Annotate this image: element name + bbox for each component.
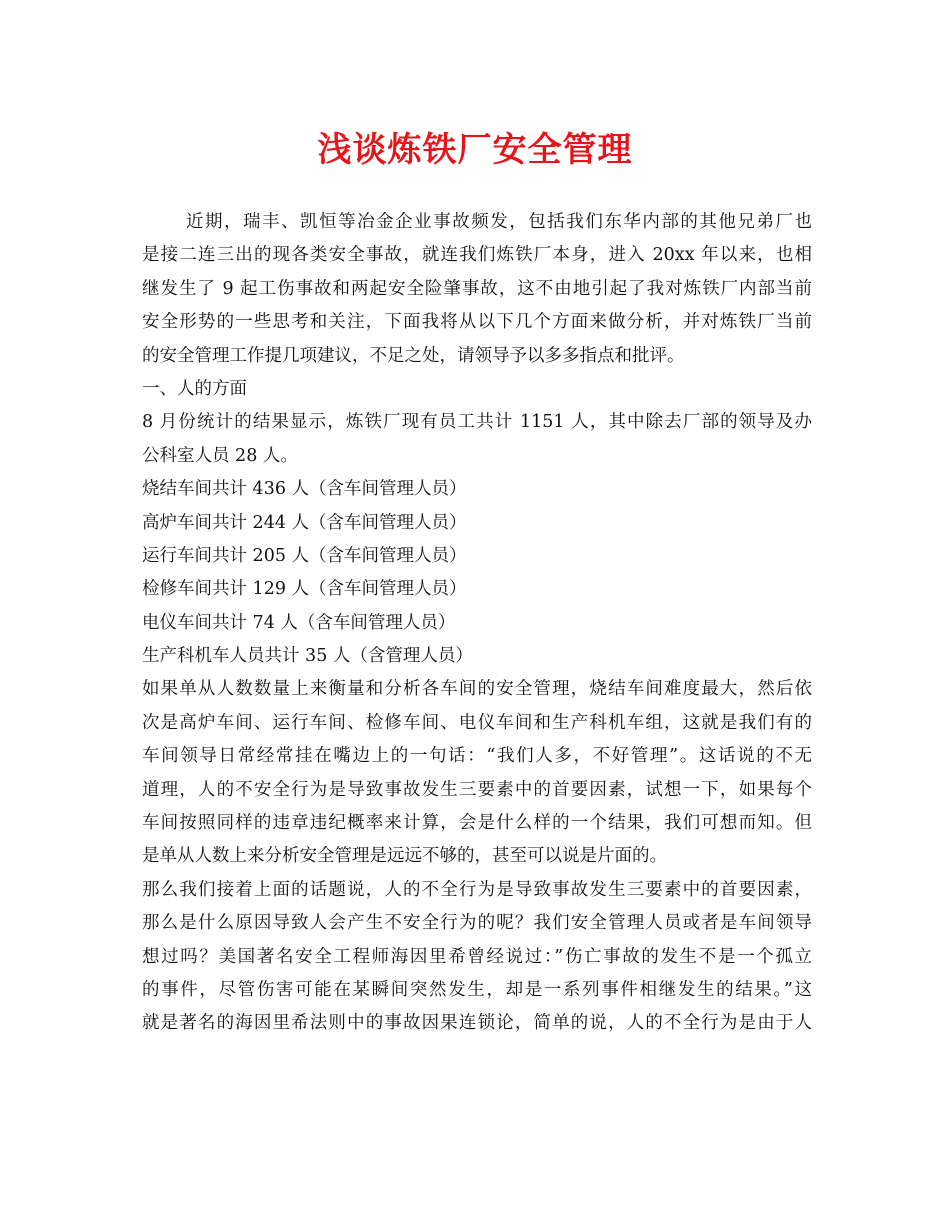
text-line: 安全形势的一些思考和关注，下面我将从以下几个方面来做分析，并对炼铁厂当前 [142, 312, 812, 333]
text-line: 车间领导日常经常挂在嘴边上的一句话：“我们人多，不好管理”。这话说的不无 [142, 746, 812, 767]
text-line: 次是高炉车间、运行车间、检修车间、电仪车间和生产科机车组，这就是我们有的 [142, 712, 812, 733]
workshop-list [142, 473, 812, 673]
text-line: 的事件，尽管伤害可能在某瞬间突然发生，却是一系列事件相继发生的结果。”这 [142, 979, 812, 1000]
list-item: 运行车间共计 205 人（含车间管理人员） [142, 545, 467, 566]
list-item: 高炉车间共计 244 人（含车间管理人员） [142, 512, 467, 533]
text-line: 那么是什么原因导致人会产生不安全行为的呢？我们安全管理人员或者是车间领导 [142, 913, 812, 934]
text-line: 是单从人数上来分析安全管理是远远不够的，甚至可以说是片面的。 [142, 846, 667, 867]
text-line: 的安全管理工作提几项建议，不足之处，请领导予以多多指点和批评。 [142, 345, 685, 366]
section-heading: 一、人的方面 [142, 378, 247, 399]
paragraph-statistics [142, 406, 812, 473]
text-line: 想过吗？美国著名安全工程师海因里希曾经说过：”伤亡事故的发生不是一个孤立 [142, 946, 812, 967]
document-body [142, 206, 812, 1041]
text-line: 车间按照同样的违章违纪概率来计算，会是什么样的一个结果，我们可想而知。但 [142, 813, 812, 834]
list-item: 检修车间共计 129 人（含车间管理人员） [142, 579, 467, 600]
text-line: 继发生了 9 起工伤事故和两起安全险肇事故，这不由地引起了我对炼铁厂内部当前 [142, 278, 812, 299]
text-line: 那么我们接着上面的话题说，人的不全行为是导致事故发生三要素中的首要因素， [142, 879, 812, 900]
paragraph-analysis [142, 673, 812, 873]
text-line: 是接二连三出的现各类安全事故，就连我们炼铁厂本身，进入 20xx 年以来，也相 [142, 245, 812, 266]
list-item: 烧结车间共计 436 人（含车间管理人员） [142, 479, 467, 500]
text-line: 如果单从人数数量上来衡量和分析各车间的安全管理，烧结车间难度最大，然后依 [142, 679, 812, 700]
paragraph-intro [142, 206, 812, 373]
document-title: 浅谈炼铁厂安全管理 [317, 130, 633, 170]
paragraph-heinrich [142, 874, 812, 1041]
text-line: 8 月份统计的结果显示，炼铁厂现有员工共计 1151 人，其中除去厂部的领导及办 [142, 412, 812, 433]
text-line: 近期，瑞丰、凯恒等冶金企业事故频发，包括我们东华内部的其他兄弟厂也 [186, 212, 812, 232]
text-line: 公科室人员 28 人。 [142, 445, 298, 466]
text-line: 就是著名的海因里希法则中的事故因果连锁论，简单的说，人的不全行为是由于人 [142, 1013, 812, 1034]
list-item: 电仪车间共计 74 人（含车间管理人员） [142, 612, 456, 633]
text-line: 道理，人的不安全行为是导致事故发生三要素中的首要因素，试想一下，如果每个 [142, 779, 812, 800]
list-item: 生产科机车人员共计 35 人（含管理人员） [142, 646, 473, 667]
